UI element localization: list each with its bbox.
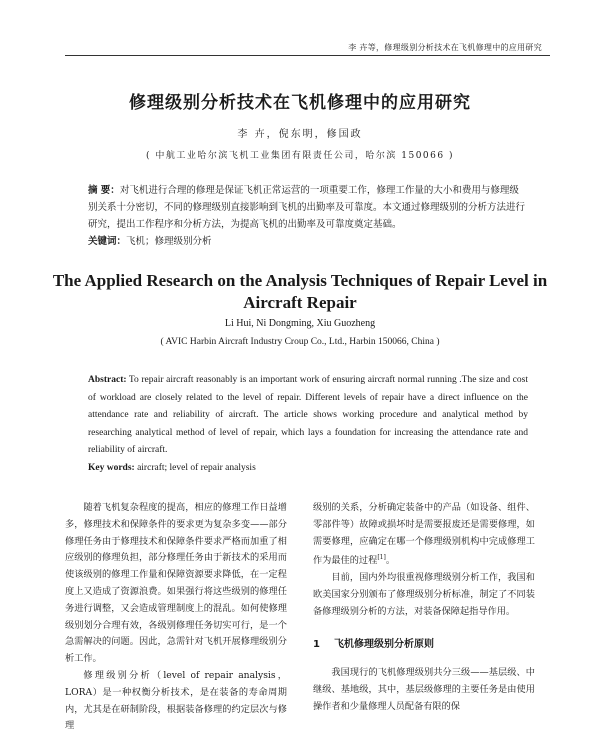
- english-keywords-label: Key words:: [88, 462, 135, 473]
- english-abstract: [88, 372, 528, 460]
- running-head: 李 卉等，修理级别分析技术在飞机修理中的应用研究: [348, 43, 542, 52]
- body-paragraph: 修理级别分析（level of repair analysis，LORA）是一种权衡分析技术，是在装备的寿命周期内，尤其是在研制阶段，根据装备修理的约定层次与修理: [65, 669, 287, 732]
- body-paragraph: 我国现行的飞机修理级别共分三级——基层级、中继级、基地级，其中，基层级修理的主要任务是由使用操作者和少量修理人员配备有限的保: [313, 667, 535, 713]
- chinese-keywords: [88, 233, 528, 250]
- english-title: The Applied Research on the Analysis Techniques of Repair Level in Aircraft Repair: [52, 271, 548, 312]
- body-column-left: [65, 500, 287, 735]
- body-paragraph-continued: [313, 500, 535, 570]
- chinese-abstract-text: 对飞机进行合理的修理是保证飞机正常运营的一项重要工作，修理工作量的大小和费用与修理级别关系十分密切，不同的修理级别直接影响到飞机的出勤率及可靠度。本文通过修理级别的分析方法进行研究，提出工作程序和分析方法，为提高飞机的出勤率及可靠度奠定基础。: [88, 185, 526, 230]
- chinese-authors: 李 卉，倪东明，修国政: [237, 129, 363, 140]
- body-text: 级别的关系，分析确定装备中的产品（如设备、组件、零部件等）故障或损坏时是需要报废还是需要修理，如需要修理，应确定在哪一个修理级别机构中完成修理工作为最佳的过程: [313, 502, 535, 567]
- english-abstract-label: Abstract:: [88, 375, 127, 385]
- english-abstract-block: [88, 372, 528, 477]
- chinese-abstract-block: [88, 182, 528, 250]
- chinese-abstract-label: 摘 要：: [88, 185, 120, 196]
- section-title: 飞机修理级别分析原则: [333, 638, 434, 650]
- chinese-title: 修理级别分析技术在飞机修理中的应用研究: [129, 93, 471, 113]
- english-keywords: [88, 460, 528, 478]
- section-number: 1: [313, 638, 320, 650]
- body-column-right: [313, 500, 535, 716]
- english-affiliation: ( AVIC Harbin Aircraft Industry Croup Co., Ltd., Harbin 150066, China ): [160, 337, 440, 347]
- english-keywords-text: aircraft; level of repair analysis: [137, 462, 256, 473]
- header-rule: [65, 55, 550, 56]
- body-text-end: 。: [385, 555, 395, 567]
- body-paragraph: 目前，国内外均很重视修理级别分析工作，我国和欧美国家分别颁布了修理级别分析标准，制定了不同装备修理级别分析的方法，对装备保障起指导作用。: [313, 572, 535, 617]
- chinese-keywords-label: 关键词：: [88, 236, 127, 247]
- english-abstract-text: To repair aircraft reasonably is an important work of ensuring aircraft normal running .The size and cost of workload are closely related to the level of repair. Different levels of repair have a direct influence on the attendance rate and reliability of aircraft. The article shows working procedure and analytical method by researching analytical method of level of repair, which lays a foundation for increasing the attendance rate and reliability of aircraft.: [88, 375, 528, 455]
- citation-ref: [1]: [377, 554, 386, 562]
- chinese-affiliation: ( 中航工业哈尔滨飞机工业集团有限责任公司，哈尔滨 150066 ): [146, 151, 454, 161]
- english-authors: Li Hui, Ni Dongming, Xiu Guozheng: [224, 318, 376, 329]
- section-heading: [313, 637, 535, 654]
- chinese-keywords-text: 飞机；修理级别分析: [126, 236, 212, 247]
- chinese-abstract: [88, 182, 528, 233]
- body-paragraph: 随着飞机复杂程度的提高，相应的修理工作日益增多，修理技术和保障条件的要求更为复杂多变——部分修理任务由于修理技术和保障条件要求严格而加重了相应级别的修理负担，部分修理任务由于新技术的采用而使该级别的修理工作量和保障资源要求降低，在一定程度上又造成了资源浪费。如果强行将这些级别的修理任务进行调整，又会造成管理制度上的混乱。如何使修理级别划分合理有效，各级别修理任务切实可行，是一个急需解决的问题。因此，急需针对飞机开展修理级别分析工作。: [65, 502, 287, 665]
